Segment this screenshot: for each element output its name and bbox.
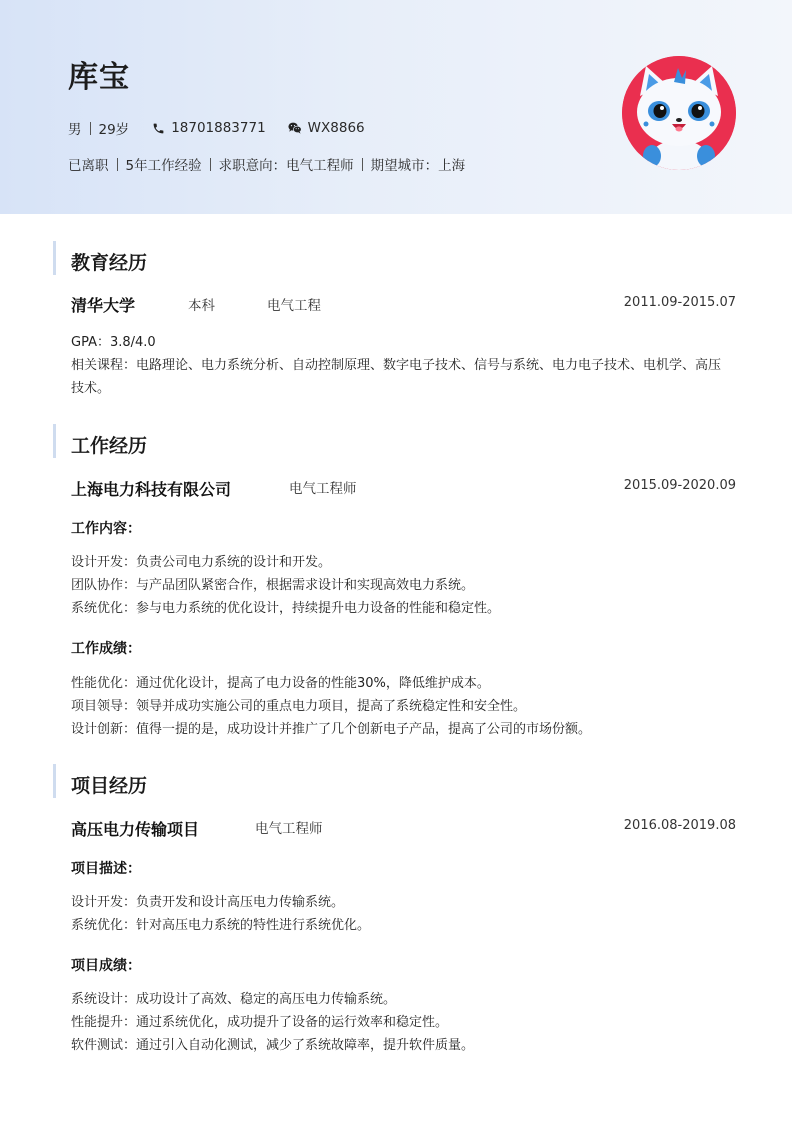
education-section-title: 教育经历 [71, 252, 148, 274]
work-achievement-line: 项目领导：领导并成功实施公司的重点电力项目，提高了系统稳定性和安全性。 [71, 699, 527, 714]
work-section-title: 工作经历 [71, 435, 148, 457]
project-achievements-title: 项目成绩： [71, 958, 141, 974]
phone-number: 18701883771 [171, 120, 266, 136]
work-content-line: 系统优化：参与电力系统的优化设计，持续提升电力设备的性能和稳定性。 [71, 601, 501, 616]
section-accent-bar [53, 241, 56, 275]
project-name: 高压电力传输项目 [71, 820, 200, 839]
related-courses: 相关课程：电路理论、电力系统分析、自动控制原理、数字电子技术、信号与系统、电力电子技术、电机学、高压技术。 [71, 358, 722, 396]
candidate-name: 库宝 [68, 60, 130, 95]
project-section-title: 项目经历 [71, 775, 148, 797]
project-desc-line: 系统优化：针对高压电力系统的特性进行系统优化。 [71, 918, 371, 933]
employment-status: 已离职 [68, 158, 109, 174]
avatar [622, 56, 736, 170]
wechat-id: WX8866 [307, 120, 365, 136]
basic-info-row [68, 118, 365, 138]
resume-header [0, 0, 792, 214]
work-role: 电气工程师 [289, 481, 357, 497]
company-name: 上海电力科技有限公司 [71, 480, 232, 499]
work-date: 2015.09-2020.09 [623, 478, 736, 493]
education-date: 2011.09-2015.07 [623, 295, 736, 310]
wechat-icon [288, 121, 302, 135]
work-achievement-line: 设计创新：值得一提的是，成功设计并推广了几个创新电子产品，提高了公司的市场份额。 [71, 722, 592, 737]
divider [210, 158, 211, 171]
project-desc-line: 设计开发：负责开发和设计高压电力传输系统。 [71, 895, 345, 910]
gender: 男 [68, 122, 82, 138]
gpa: GPA：3.8/4.0 [71, 335, 156, 350]
section-accent-bar [53, 764, 56, 798]
degree: 本科 [188, 298, 215, 314]
project-role: 电气工程师 [255, 821, 323, 837]
experience-years: 5年工作经验 [125, 158, 202, 174]
phone-icon [151, 121, 165, 135]
project-desc-title: 项目描述： [71, 861, 141, 877]
work-content-line: 设计开发：负责公司电力系统的设计和开发。 [71, 555, 332, 570]
job-intent: 求职意向：电气工程师 [218, 158, 354, 174]
work-content-line: 团队协作：与产品团队紧密合作，根据需求设计和实现高效电力系统。 [71, 578, 475, 593]
school-name: 清华大学 [71, 296, 136, 315]
section-accent-bar [53, 424, 56, 458]
job-info-row [68, 154, 465, 174]
divider [117, 158, 118, 171]
project-date: 2016.08-2019.08 [623, 818, 736, 833]
work-achievements-title: 工作成绩： [71, 641, 141, 657]
project-achievement-line: 性能提升：通过系统优化，成功提升了设备的运行效率和稳定性。 [71, 1015, 449, 1030]
work-content-title: 工作内容： [71, 521, 141, 537]
work-achievement-line: 性能优化：通过优化设计，提高了电力设备的性能30%，降低维护成本。 [71, 676, 490, 691]
project-achievement-line: 系统设计：成功设计了高效、稳定的高压电力传输系统。 [71, 992, 397, 1007]
divider [90, 122, 91, 135]
major: 电气工程 [267, 298, 321, 314]
age: 29岁 [98, 122, 130, 138]
project-achievement-line: 软件测试：通过引入自动化测试，减少了系统故障率，提升软件质量。 [71, 1038, 475, 1053]
divider [362, 158, 363, 171]
expected-city: 期望城市：上海 [370, 158, 466, 174]
